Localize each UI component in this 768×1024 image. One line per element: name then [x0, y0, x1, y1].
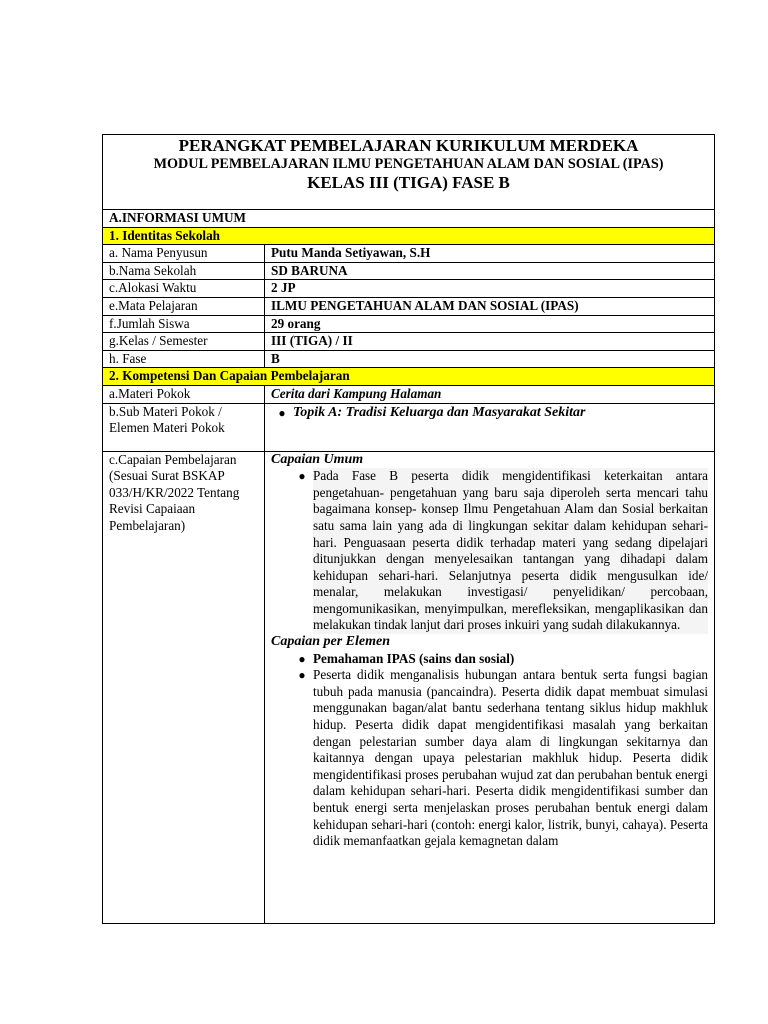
title-class: KELAS III (TIGA) FASE B — [307, 173, 510, 192]
info-label: h. Fase — [103, 350, 265, 368]
capaian-umum-text: Pada Fase B peserta didik mengidentifikasi keterkaitan antara pengetahuan- pengetahuan yang baru saja diperoleh serta mencari tahu bagaimana konsep- konsep Ilmu Pengetahuan Alam dan Sosial berkaitan satu sama lain yang ada di lingkungan sekitar dalam kehidupan sehari-hari. Penguasaan peserta didik terhadap materi yang sedang dipelajari ditunjukkan dengan menyelesaikan tantangan yang dihadapi dalam kehidupan sehari-hari. Selanjutnya peserta didik mengusulkan ide/ menalar, melakukan investigasi/ penyelidikan/ percobaan, mengomunikasikan, menyimpulkan, merefleksikan, mengaplikasikan dan melakukan tindak lanjut dari proses inkuiri yang sudah dilakukannya. — [313, 468, 709, 633]
info-value: 29 orang — [265, 315, 715, 333]
info-label: e.Mata Pelajaran — [103, 297, 265, 315]
document-page — [102, 134, 714, 924]
info-value: SD BARUNA — [265, 262, 715, 280]
header-cell — [103, 135, 715, 210]
elemen-title: Pemahaman IPAS (sains dan sosial) — [313, 650, 515, 666]
section-a-row — [103, 210, 715, 228]
lesson-plan-table — [102, 134, 715, 924]
info-label: g.Kelas / Semester — [103, 333, 265, 351]
kompetensi-heading: 2. Kompetensi Dan Capaian Pembelajaran — [103, 368, 715, 386]
capaian-umum-title: Capaian Umum — [271, 451, 364, 467]
capaian-label: c.Capaian Pembelajaran (Sesuai Surat BSKAP 033/H/KR/2022 Tentang Revisi Capaiaan Pembelajaran) — [103, 451, 265, 923]
materi-label: a.Materi Pokok — [103, 385, 265, 403]
bullet-icon: ● — [298, 469, 306, 484]
info-value: 2 JP — [265, 280, 715, 298]
title-module: MODUL PEMBELAJARAN ILMU PENGETAHUAN ALAM DAN SOSIAL (IPAS) — [153, 156, 664, 172]
kompetensi-heading-row — [103, 368, 715, 386]
info-label: c.Alokasi Waktu — [103, 280, 265, 298]
identitas-heading: 1. Identitas Sekolah — [103, 227, 715, 245]
title-main: PERANGKAT PEMBELAJARAN KURIKULUM MERDEKA — [178, 136, 639, 155]
capaian-row — [103, 451, 715, 923]
info-label: a. Nama Penyusun — [103, 245, 265, 263]
info-row — [103, 315, 715, 333]
info-row — [103, 262, 715, 280]
section-a-heading: A.INFORMASI UMUM — [103, 210, 715, 228]
info-row — [103, 350, 715, 368]
materi-row — [103, 385, 715, 403]
info-row — [103, 297, 715, 315]
sub-materi-label: b.Sub Materi Pokok / Elemen Materi Pokok — [103, 403, 265, 451]
info-label: f.Jumlah Siswa — [103, 315, 265, 333]
capaian-elemen-title: Capaian per Elemen — [271, 634, 391, 650]
info-value: B — [265, 350, 715, 368]
info-value: ILMU PENGETAHUAN ALAM DAN SOSIAL (IPAS) — [265, 297, 715, 315]
bullet-icon: ● — [298, 668, 306, 683]
bullet-icon: ● — [298, 651, 306, 666]
info-label: b.Nama Sekolah — [103, 262, 265, 280]
identitas-heading-row — [103, 227, 715, 245]
info-row — [103, 280, 715, 298]
elemen-text: Peserta didik menganalisis hubungan antara bentuk serta fungsi bagian tubuh pada manusia (pancaindra). Peserta didik dapat membuat simulasi menggunakan bagan/alat bantu sederhana tentang siklus hidup makhluk hidup. Peserta didik dapat mengidentifikasi masalah yang berkaitan dengan pelestarian sumber daya alam di lingkungan sekitarnya dan kaitannya dengan upaya pelestarian makhluk hidup. Peserta didik mengidentifikasi proses perubahan wujud zat dan perubahan bentuk energi dalam kehidupan sehari-hari. Peserta didik mengidentifikasi sumber dan bentuk energi serta menjelaskan proses perubahan bentuk energi dalam kehidupan sehari-hari (contoh: energi kalor, listrik, bunyi, cahaya). Peserta didik memanfaatkan gejala kemagnetan dalam — [313, 667, 709, 849]
materi-value: Cerita dari Kampung Halaman — [265, 385, 715, 403]
info-value: Putu Manda Setiyawan, S.H — [265, 245, 715, 263]
header-row — [103, 135, 715, 210]
sub-materi-row — [103, 403, 715, 451]
capaian-cell — [265, 451, 715, 923]
info-value: III (TIGA) / II — [265, 333, 715, 351]
sub-materi-topic: Topik A: Tradisi Keluarga dan Masyarakat Sekitar — [293, 404, 586, 420]
info-row — [103, 333, 715, 351]
bullet-icon: ● — [278, 405, 286, 420]
sub-materi-cell — [265, 403, 715, 451]
info-row — [103, 245, 715, 263]
